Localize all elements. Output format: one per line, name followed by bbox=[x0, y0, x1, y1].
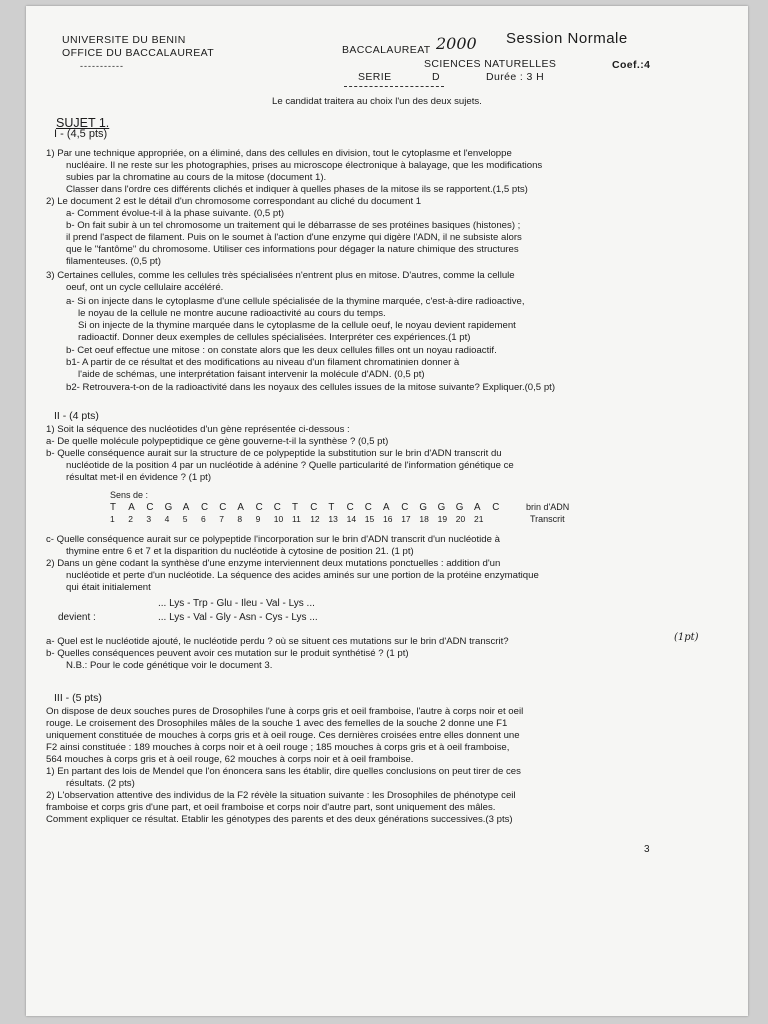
part3-line: On dispose de deux souches pures de Drosophiles l'une à corps gris et oeil framboise, l'autre à corps noir et oeil bbox=[46, 706, 524, 717]
sequence-base: T bbox=[292, 502, 298, 513]
part2-line: nucléotide de la position 4 par un nucléotide à adénine ? Quelle particularité de l'information génétique ce bbox=[66, 460, 514, 471]
sequence-position: 16 bbox=[383, 514, 393, 524]
part2-line: a- Quel est le nucléotide ajouté, le nucléotide perdu ? où se situent ces mutations sur le brin d'ADN transcrit? bbox=[46, 636, 509, 647]
subject-title: SUJET 1. bbox=[56, 116, 110, 130]
serie-value: D bbox=[432, 71, 440, 83]
sequence-position: 14 bbox=[346, 514, 357, 524]
part1-line: Si on injecte de la thymine marquée dans le cytoplasme de la cellule oeuf, le noyau devient rapidement bbox=[78, 320, 516, 331]
sequence-base: G bbox=[419, 502, 428, 513]
part2-line: a- De quelle molécule polypeptidique ce gène gouverne-t-il la synthèse ? (0,5 pt) bbox=[46, 436, 389, 447]
sequence-position: 13 bbox=[328, 514, 338, 524]
sequence-position: 10 bbox=[273, 514, 284, 524]
sequence-position: 18 bbox=[419, 514, 429, 524]
part2-line: c- Quelle conséquence aurait sur ce polypeptide l'incorporation sur le brin d'ADN transcrit d'un nucléotide à bbox=[46, 534, 500, 545]
sequence-position: 11 bbox=[292, 514, 301, 524]
part3-line: Comment expliquer ce résultat. Etablir les génotypes des parents et des deux générations successives.(3 pts) bbox=[46, 814, 513, 825]
duration: Durée : 3 H bbox=[486, 71, 545, 83]
sequence-base: G bbox=[437, 502, 446, 513]
header-dashes: ----------- bbox=[80, 61, 124, 71]
sequence-position: 8 bbox=[237, 514, 243, 524]
sequence-position: 20 bbox=[455, 514, 466, 524]
sequence-position: 4 bbox=[164, 514, 170, 524]
part1-line: a- Si on injecte dans le cytoplasme d'une cellule spécialisée de la thymine marquée, c'est-à-dire radioactive, bbox=[66, 296, 525, 307]
part2-line: thymine entre 6 et 7 et la disparition du nucléotide à cytosine de position 21. (1 pt) bbox=[66, 546, 414, 557]
part1-line: subies par la chromatine au cours de la mitose (document 1). bbox=[66, 172, 327, 183]
part1-line: b2- Retrouvera-t-on de la radioactivité dans les noyaux des cellules issues de la mitose suivante? Expliquer.(0,5 pt) bbox=[66, 382, 556, 393]
part3-line: 564 mouches à corps gris et à oeil rouge, 62 mouches à corps noir et à oeil framboise. bbox=[46, 754, 414, 765]
part1-line: b- On fait subir à un tel chromosome un traitement qui le débarrasse de ses protéines basiques (histones) ; bbox=[66, 220, 521, 231]
part3-line: résultats. (2 pts) bbox=[66, 778, 135, 789]
sequence-base: C bbox=[346, 502, 354, 513]
sequence-base: A bbox=[182, 502, 190, 513]
sequence-base: C bbox=[492, 502, 500, 513]
sequence-position: 15 bbox=[364, 514, 375, 524]
exam-name: BACCALAUREAT bbox=[342, 44, 431, 56]
sequence-position: 2 bbox=[128, 514, 133, 524]
sequence-position: 7 bbox=[219, 514, 224, 524]
sequence-base: A bbox=[128, 502, 135, 513]
sequence-base: C bbox=[255, 502, 263, 513]
part3-line: 1) En partant des lois de Mendel que l'on énoncera sans les établir, dire quelles conclusions on peut tirer de ces bbox=[46, 766, 521, 777]
part1-line: 1) Par une technique appropriée, on a éliminé, dans des cellules en division, tout le cytoplasme et l'enveloppe bbox=[46, 148, 512, 159]
part3-line: rouge. Le croisement des Drosophiles mâles de la souche 1 avec des femelles de la souche 2 donne une F1 bbox=[46, 718, 508, 729]
page-number: 3 bbox=[644, 844, 650, 855]
part2-line: résultat met-il en évidence ? (1 pt) bbox=[66, 472, 212, 483]
part1-line: b- Cet oeuf effectue une mitose : on constate alors que les deux cellules filles ont un noyau radioactif. bbox=[66, 345, 497, 356]
part3-line: uniquement constituée de mouches à corps gris et à oeil rouge. Ces dernières croisées entre elles donnent une bbox=[46, 730, 520, 741]
sequence-base: C bbox=[310, 502, 318, 513]
nb-note: N.B.: Pour le code génétique voir le document 3. bbox=[66, 660, 273, 671]
coefficient: Coef.:4 bbox=[612, 59, 651, 71]
header-divider bbox=[344, 86, 444, 87]
part1-line: oeuf, ont un cycle cellulaire accéléré. bbox=[66, 282, 224, 293]
initial-aa-sequence: ... Lys - Trp - Glu - Ileu - Val - Lys ... bbox=[158, 598, 315, 609]
sequence-position: 21 bbox=[474, 514, 484, 524]
part2-title: II - (4 pts) bbox=[54, 410, 99, 422]
instruction: Le candidat traitera au choix l'un des deux sujets. bbox=[272, 96, 482, 107]
transcrit-label: Transcrit bbox=[530, 514, 565, 524]
part2-line: qui était initialement bbox=[66, 582, 151, 593]
session-label: Session Normale bbox=[506, 30, 628, 47]
part1-line: Classer dans l'ordre ces différents clichés et indiquer à quelles phases de la mitose ils se rapportent.(1,5 pts) bbox=[66, 184, 528, 195]
sequence-position: 9 bbox=[255, 514, 261, 524]
sequence-position: 6 bbox=[201, 514, 206, 524]
sequence-base: C bbox=[201, 502, 209, 513]
part2-line: 2) Dans un gène codant la synthèse d'une enzyme interviennent deux mutations ponctuelles : addition d'un bbox=[46, 558, 501, 569]
sequence-base: C bbox=[273, 502, 281, 513]
sequence-position: 17 bbox=[401, 514, 411, 524]
part1-line: b1- A partir de ce résultat et des modifications au niveau d'un filament chromatinien donner à bbox=[66, 357, 460, 368]
part1-line: l'aide de schémas, une interprétation faisant intervenir la molécule d'ADN. (0,5 pt) bbox=[78, 369, 425, 380]
sequence-position: 12 bbox=[310, 514, 320, 524]
part1-title: I - (4,5 pts) bbox=[54, 128, 108, 140]
part2-line: nucléotide et perte d'un nucléotide. La séquence des acides aminés sur une portion de la protéine enzymatique bbox=[66, 570, 539, 581]
part1-line: le noyau de la cellule ne montre aucune radioactivité au cours du temps. bbox=[78, 308, 386, 319]
part1-line: nucléaire. Il ne reste sur les photographies, prises au microscope électronique à balayage, que les modifications bbox=[66, 160, 543, 171]
sequence-base: G bbox=[164, 502, 173, 513]
part2-line: b- Quelles conséquences peuvent avoir ces mutation sur le produit synthétisé ? (1 pt) bbox=[46, 648, 409, 659]
sequence-base: T bbox=[328, 502, 335, 513]
part3-title: III - (5 pts) bbox=[54, 692, 102, 704]
part1-line: radioactif. Donner deux exemples de cellules spécialisées. Interpréter ces expériences.(1 pt) bbox=[78, 332, 471, 343]
part2-line: 1) Soit la séquence des nucléotides d'un gène représentée ci-dessous : bbox=[46, 424, 350, 435]
part3-line: framboise et corps gris d'une part, et oeil framboise et corps noir d'autre part, sont uniquement des mâles. bbox=[46, 802, 496, 813]
part1-line: filamenteuses. (0,5 pt) bbox=[66, 256, 161, 267]
strand-label: brin d'ADN bbox=[526, 502, 570, 512]
sequence-base: G bbox=[455, 502, 464, 513]
university-name: UNIVERSITE DU BENIN bbox=[62, 34, 186, 46]
sequence-base: A bbox=[237, 502, 244, 513]
sequence-base: T bbox=[110, 502, 116, 513]
mutated-aa-sequence: ... Lys - Val - Gly - Asn - Cys - Lys ... bbox=[158, 612, 318, 623]
sequence-base: A bbox=[474, 502, 481, 513]
part1-line: 2) Le document 2 est le détail d'un chromosome correspondant au cliché du document 1 bbox=[46, 196, 422, 207]
sequence-position: 5 bbox=[182, 514, 188, 524]
devient-label: devient : bbox=[58, 612, 96, 623]
sequence-base: C bbox=[401, 502, 409, 513]
part2-line: b- Quelle conséquence aurait sur la structure de ce polypeptide la substitution sur le brin d'ADN transcrit du bbox=[46, 448, 502, 459]
sequence-position: 3 bbox=[146, 514, 152, 524]
part1-line: que le "fantôme" du chromosome. Utiliser ces informations pour dégager la nature chimique des structures bbox=[66, 244, 519, 255]
part3-line: 2) L'observation attentive des individus de la F2 révèle la situation suivante : les Drosophiles de phénotype ceil bbox=[46, 790, 516, 801]
sequence-base: C bbox=[219, 502, 227, 513]
sequence-base: C bbox=[364, 502, 372, 513]
part1-line: il prend l'aspect de filament. Puis on le soumet à l'action d'une enzyme qui digère l'ADN, il ne subsiste alors bbox=[66, 232, 522, 243]
exam-page bbox=[26, 6, 748, 1016]
part1-line: a- Comment évolue-t-il à la phase suivante. (0,5 pt) bbox=[66, 208, 285, 219]
part1-line: 3) Certaines cellules, comme les cellules très spécialisées n'entrent plus en mitose. D'autres, comme la cellule bbox=[46, 270, 515, 281]
office-name: OFFICE DU BACCALAUREAT bbox=[62, 47, 215, 59]
part3-line: F2 ainsi constituée : 189 mouches à corps noir et à oeil rouge ; 185 mouches à corps gris et à oeil framboise, bbox=[46, 742, 510, 753]
stream-name: SCIENCES NATURELLES bbox=[424, 58, 557, 70]
sequence-label: Sens de : bbox=[110, 490, 149, 500]
sequence-position: 1 bbox=[110, 514, 115, 524]
sequence-base: A bbox=[383, 502, 390, 513]
sequence-position: 19 bbox=[437, 514, 448, 524]
sequence-base: C bbox=[146, 502, 154, 513]
exam-year: 2000 bbox=[436, 34, 477, 53]
margin-note: (1pt) bbox=[674, 632, 699, 643]
serie-label: SERIE bbox=[358, 71, 392, 83]
